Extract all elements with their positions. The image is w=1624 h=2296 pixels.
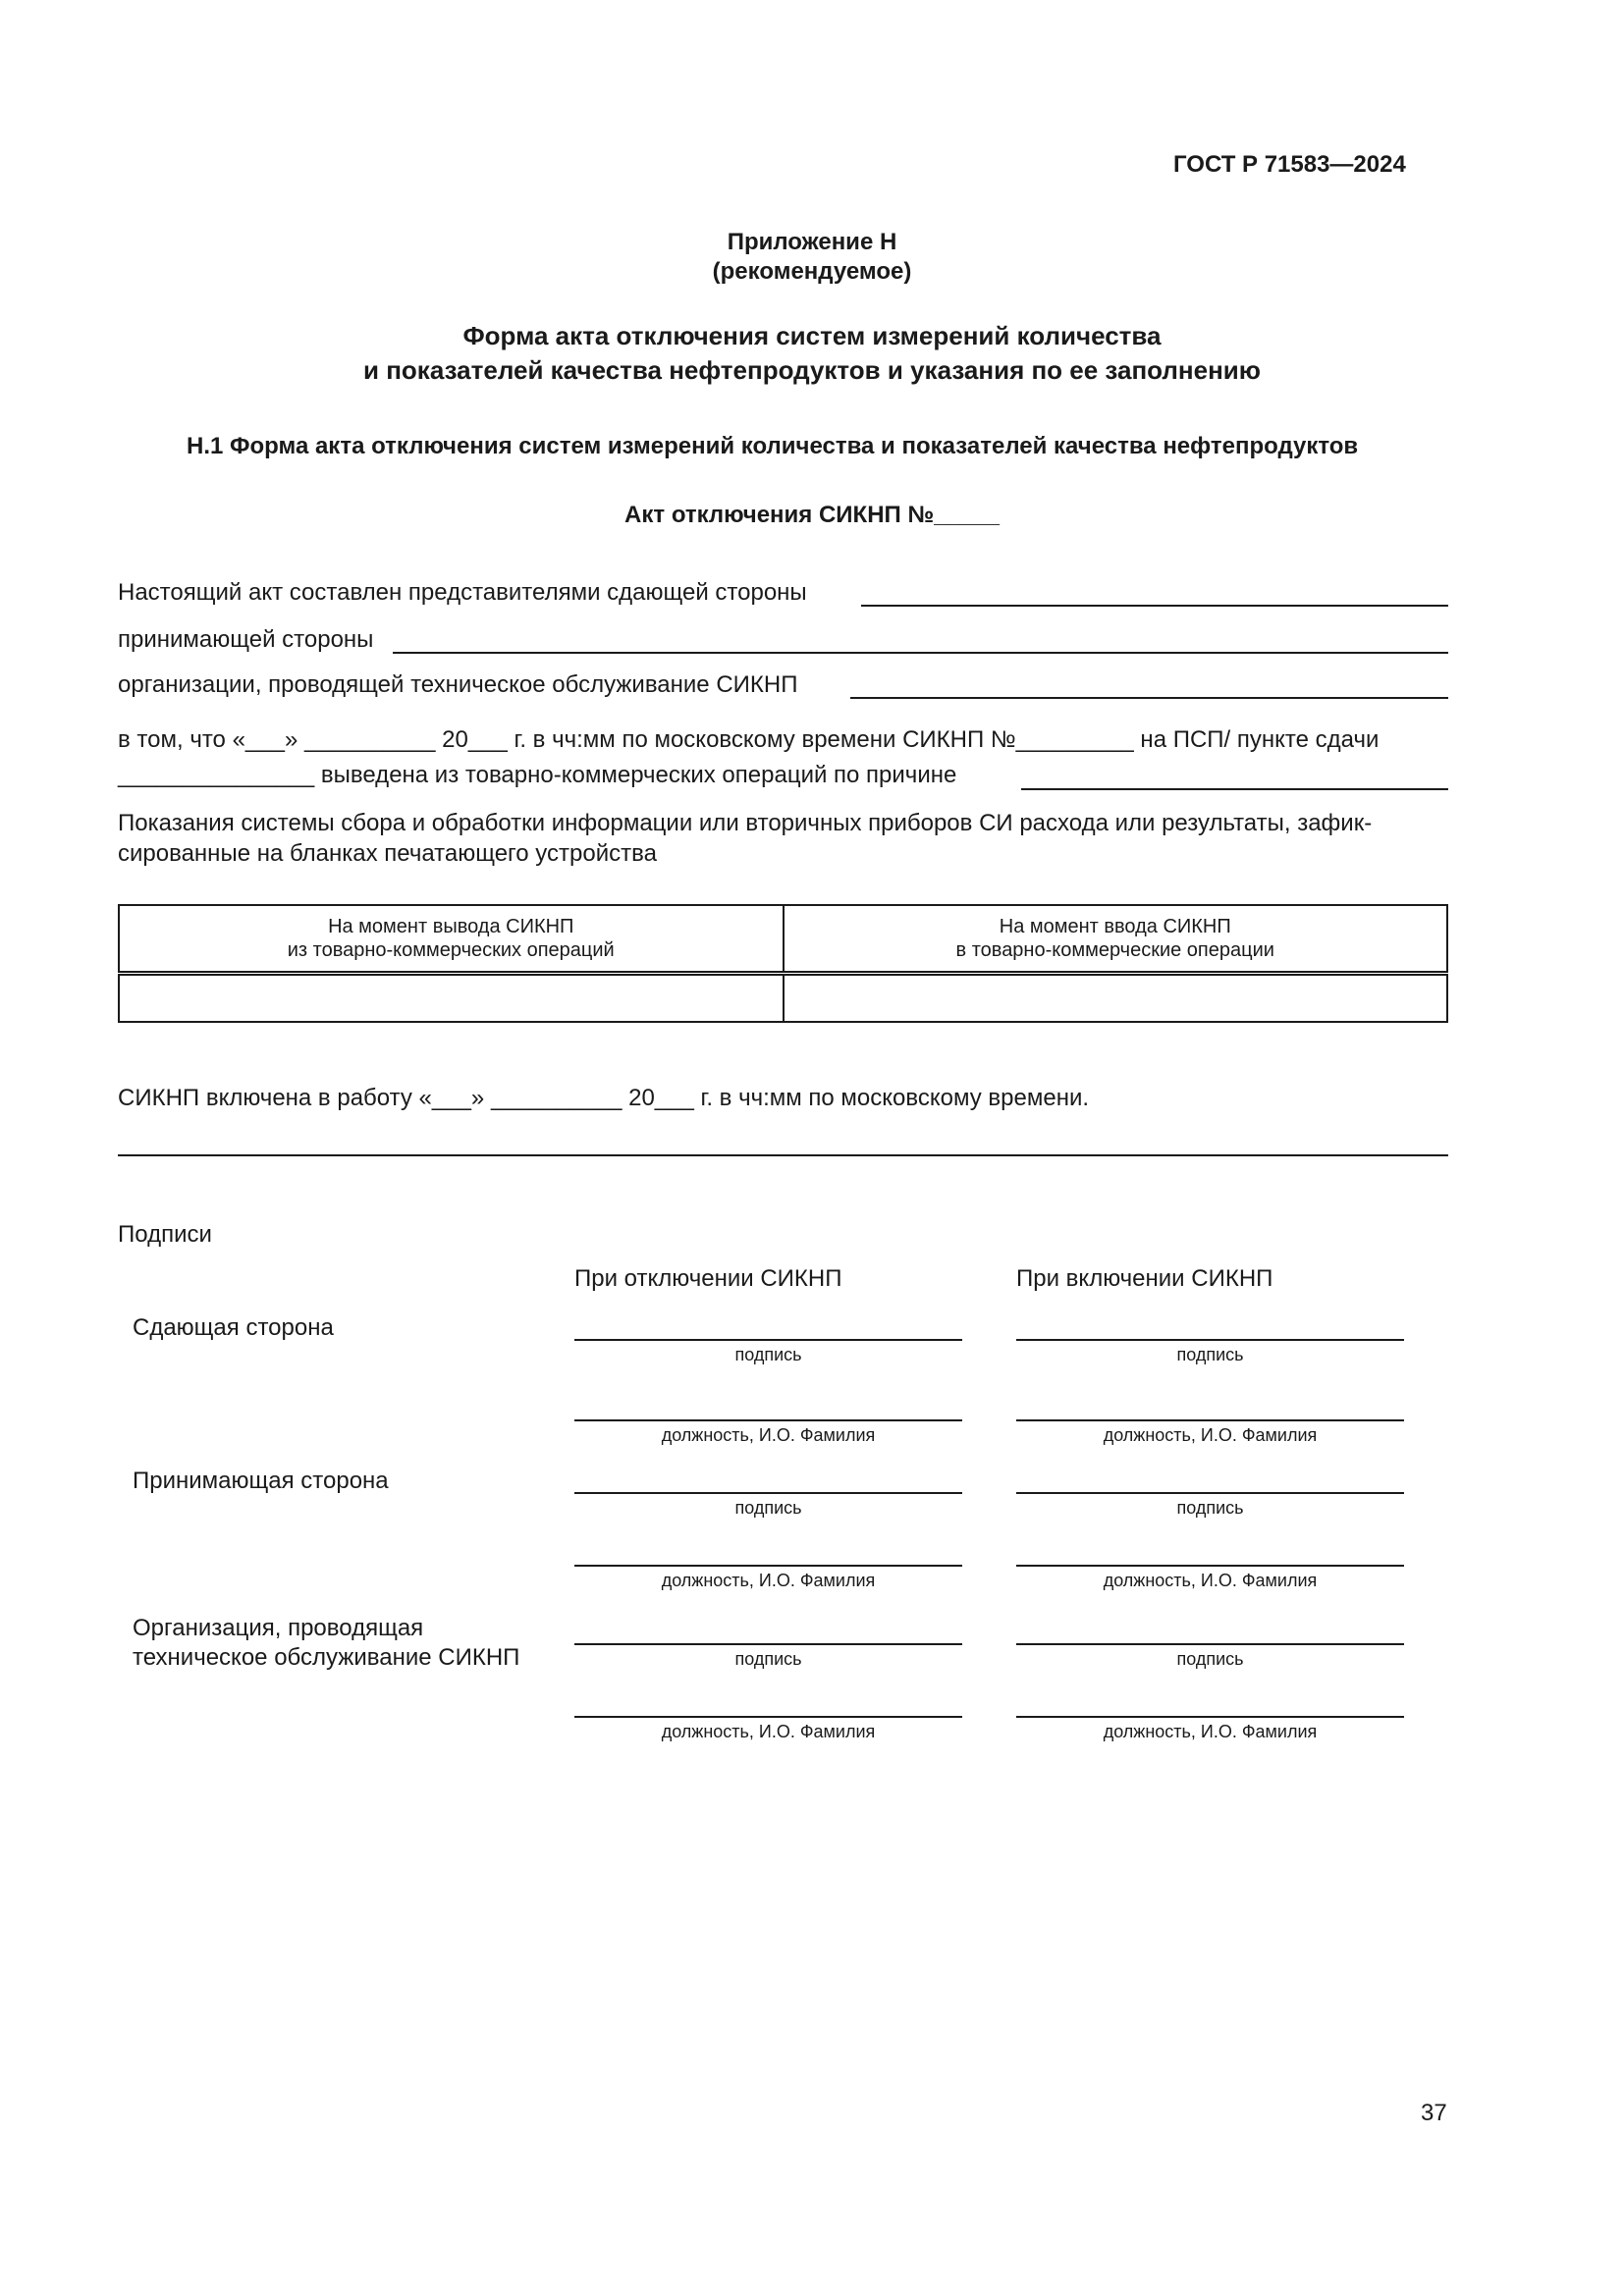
signature-caption: подпись xyxy=(734,1498,802,1518)
position-line xyxy=(574,1419,962,1421)
position-caption: должность, И.О. Фамилия xyxy=(661,1722,876,1741)
signature-line xyxy=(574,1339,962,1341)
form-line-disconnect-date: в том, что «___» __________ 20___ г. в чч:мм по московскому времени СИКНП №_________ на ПСП/ пункте сдачи xyxy=(118,726,1380,753)
party-service-org-line2: техническое обслуживание СИКНП xyxy=(133,1644,520,1671)
signature-caption: подпись xyxy=(1176,1649,1244,1669)
party-handing: Сдающая сторона xyxy=(133,1314,334,1341)
signatures-col-connect: При включении СИКНП xyxy=(1016,1265,1273,1292)
party-receiving: Принимающая сторона xyxy=(133,1468,389,1494)
table-header-disconnect-line1: На момент вывода СИКНП xyxy=(328,916,574,937)
table-cell-connect-value xyxy=(784,974,1448,1023)
table-header-disconnect xyxy=(119,905,784,974)
handing-party-blank xyxy=(861,605,1448,607)
position-line xyxy=(1016,1419,1404,1421)
position-line xyxy=(1016,1565,1404,1567)
party-service-org-line1: Организация, проводящая xyxy=(133,1615,424,1641)
signatures-heading: Подписи xyxy=(118,1221,212,1248)
signature-line xyxy=(1016,1339,1404,1341)
table-header-disconnect-line2: из товарно-коммерческих операций xyxy=(287,939,615,961)
table-header-connect xyxy=(784,905,1448,974)
position-caption: должность, И.О. Фамилия xyxy=(1103,1571,1318,1590)
signature-line xyxy=(1016,1643,1404,1645)
restart-text: СИКНП включена в работу «___» __________ 20___ г. в чч:мм по московскому времени. xyxy=(118,1085,1090,1111)
position-caption: должность, И.О. Фамилия xyxy=(1103,1722,1318,1741)
position-caption: должность, И.О. Фамилия xyxy=(661,1425,876,1445)
position-caption: должность, И.О. Фамилия xyxy=(661,1571,876,1590)
signature-caption: подпись xyxy=(1176,1498,1244,1518)
receiving-party-blank xyxy=(393,652,1448,654)
form-line-reason: _______________ выведена из товарно-коммерческих операций по причине xyxy=(118,762,957,788)
table-header-connect-line2: в товарно-коммерческие операции xyxy=(955,939,1274,961)
position-line xyxy=(574,1565,962,1567)
signature-line xyxy=(1016,1492,1404,1494)
reason-blank xyxy=(1021,788,1448,790)
section-heading: Н.1 Форма акта отключения систем измерений количества и показателей качества нефтепродуктов xyxy=(187,433,1359,459)
table-cell-disconnect-value xyxy=(119,974,784,1023)
document-code: ГОСТ Р 71583—2024 xyxy=(1173,151,1406,178)
readings-table xyxy=(118,904,1448,1023)
readings-text-line2: сированные на бланках печатающего устройства xyxy=(118,840,657,867)
signature-line xyxy=(574,1492,962,1494)
position-line xyxy=(574,1716,962,1718)
act-title: Акт отключения СИКНП №_____ xyxy=(624,502,1000,528)
appendix-title-line2: и показателей качества нефтепродуктов и указания по ее заполнению xyxy=(363,355,1261,385)
signature-caption: подпись xyxy=(1176,1345,1244,1364)
page-number: 37 xyxy=(1421,2100,1447,2126)
form-line-receiving-party: принимающей стороны xyxy=(118,626,374,653)
appendix-status: (рекомендуемое) xyxy=(712,258,912,285)
form-line-handing-party: Настоящий акт составлен представителями сдающей стороны xyxy=(118,579,807,606)
signature-line xyxy=(574,1643,962,1645)
signature-caption: подпись xyxy=(734,1649,802,1669)
form-line-service-org: организации, проводящей техническое обслуживание СИКНП xyxy=(118,671,798,698)
readings-text-line1: Показания системы сбора и обработки информации или вторичных приборов СИ расхода или результаты, зафик- xyxy=(118,810,1373,836)
signatures-col-disconnect: При отключении СИКНП xyxy=(574,1265,842,1292)
position-caption: должность, И.О. Фамилия xyxy=(1103,1425,1318,1445)
appendix-title-line1: Форма акта отключения систем измерений количества xyxy=(462,321,1162,350)
table-header-connect-line1: На момент ввода СИКНП xyxy=(999,916,1231,937)
service-org-blank xyxy=(850,697,1448,699)
appendix-label: Приложение Н xyxy=(727,229,897,255)
signature-caption: подпись xyxy=(734,1345,802,1364)
restart-note-blank xyxy=(118,1154,1448,1156)
position-line xyxy=(1016,1716,1404,1718)
